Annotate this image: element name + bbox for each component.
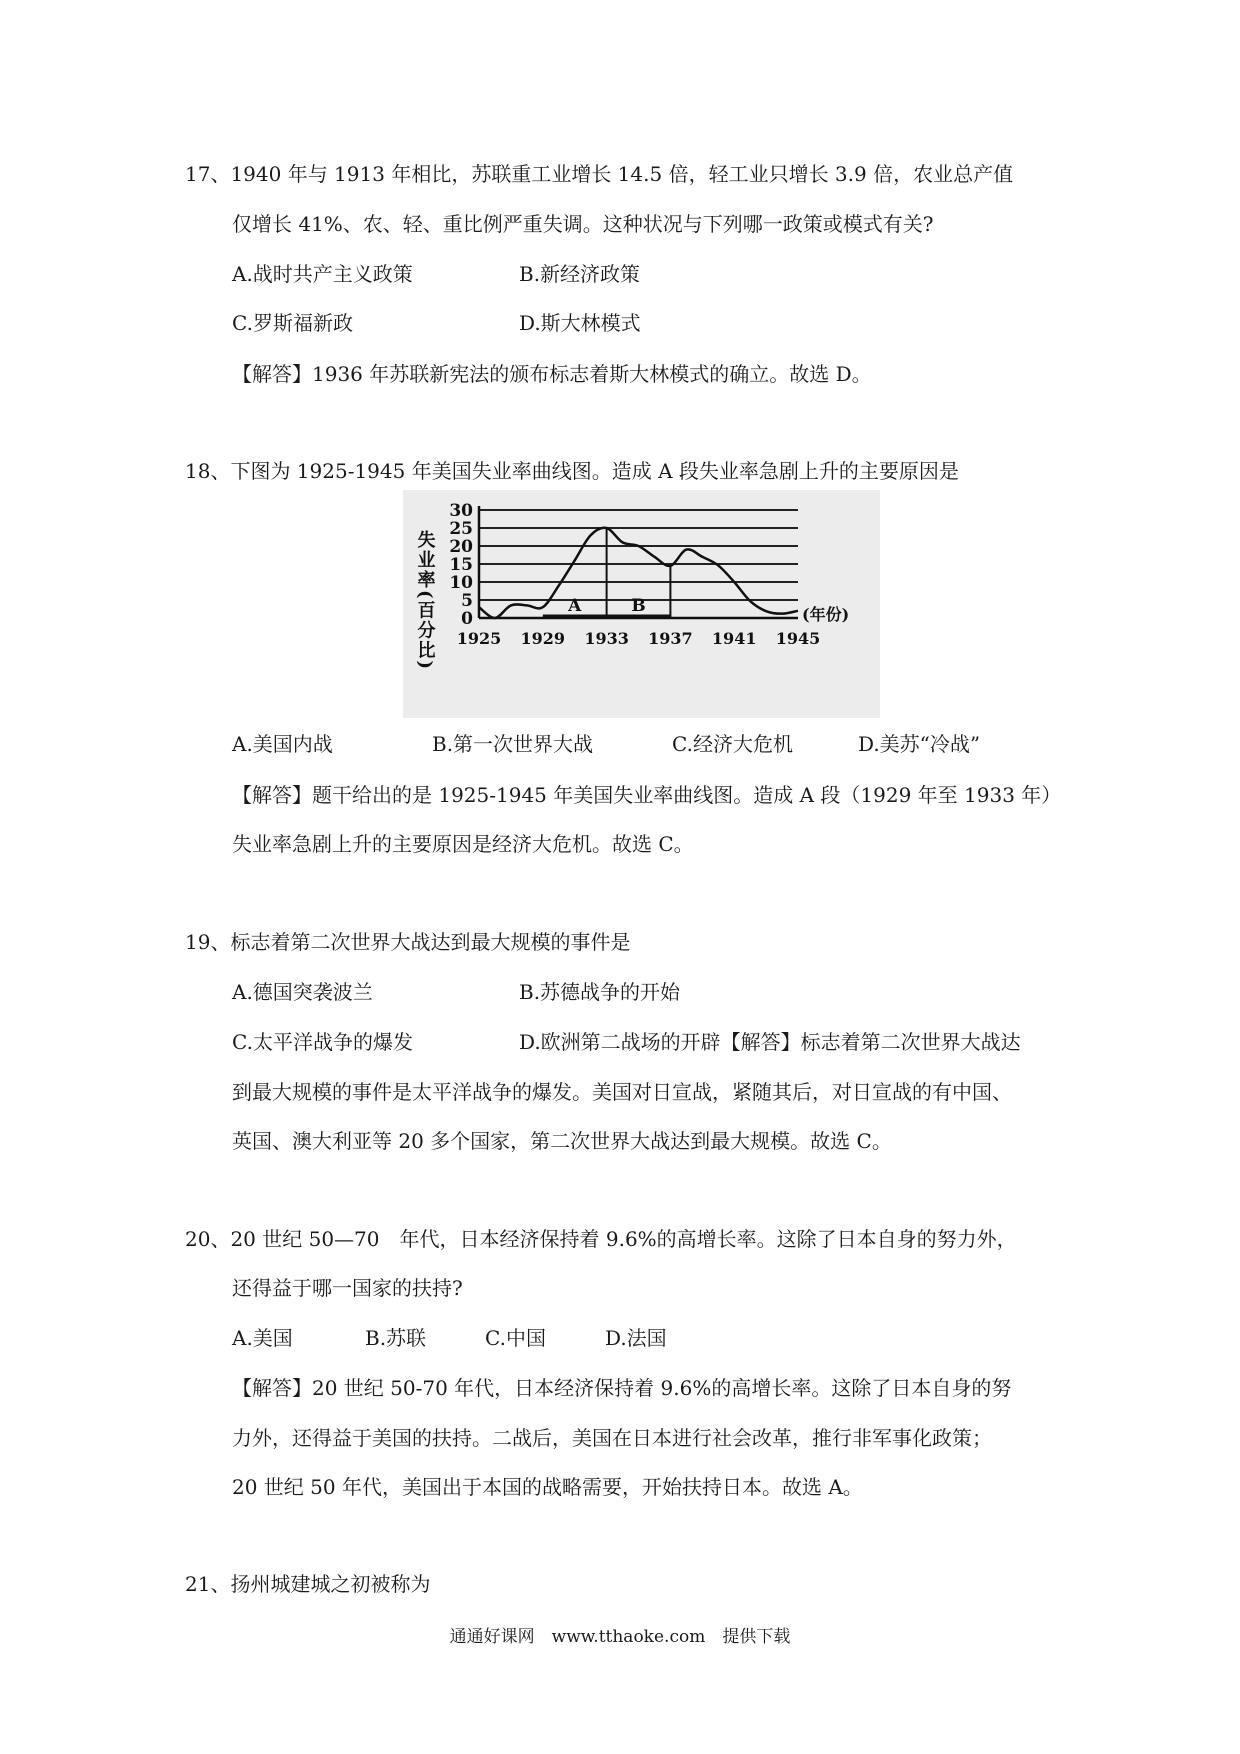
q19-option-b: B.苏德战争的开始	[519, 980, 681, 1004]
q18-option-d: D.美苏“冷战”	[858, 732, 981, 756]
q17-option-d: D.斯大林模式	[519, 311, 641, 335]
q19-answer-line3: 英国、澳大利亚等 20 多个国家，第二次世界大战达到最大规模。故选 C。	[232, 1129, 892, 1153]
q17-option-a: A.战时共产主义政策	[232, 262, 413, 286]
x-tick-label-1945: 1945	[775, 629, 821, 648]
q18-answer-line2: 失业率急剧上升的主要原因是经济大危机。故选 C。	[232, 832, 694, 856]
y-tick-label-30: 30	[449, 501, 473, 521]
q20-answer-line2: 力外，还得益于美国的扶持。二战后，美国在日本进行社会改革，推行非军事化政策；	[232, 1426, 992, 1450]
q17-answer: 【解答】1936 年苏联新宪法的颁布标志着斯大林模式的确立。故选 D。	[232, 362, 872, 386]
unemployment-chart-svg	[403, 490, 880, 718]
q20-option-b: B.苏联	[365, 1326, 427, 1350]
y-tick-label-5: 5	[461, 591, 473, 611]
page-footer: 通通好课网 www.tthaoke.com 提供下载	[449, 1627, 791, 1647]
q20-text-line2: 还得益于哪一国家的扶持?	[232, 1276, 463, 1300]
q19-option-c: C.太平洋战争的爆发	[232, 1030, 413, 1054]
q17-option-b: B.新经济政策	[519, 262, 641, 286]
q17-text-line2: 仅增长 41%、农、轻、重比例严重失调。这种状况与下列哪一政策或模式有关?	[232, 212, 934, 236]
segment-label-A: A	[568, 596, 582, 616]
x-tick-label-1941: 1941	[711, 629, 757, 648]
q20-answer-line1: 【解答】20 世纪 50-70 年代，日本经济保持着 9.6%的高增长率。这除了日本自身的努	[232, 1376, 1012, 1400]
y-tick-label-10: 10	[449, 573, 473, 593]
q18-text-line1: 18、下图为 1925-1945 年美国失业率曲线图。造成 A 段失业率急剧上升的主要原因是	[185, 459, 959, 483]
q19-answer-line2: 到最大规模的事件是太平洋战争的爆发。美国对日宣战，紧随其后，对日宣战的有中国、	[232, 1080, 1012, 1104]
y-tick-label-25: 25	[449, 519, 473, 539]
q20-text-line1: 20、20 世纪 50—70 年代，日本经济保持着 9.6%的高增长率。这除了日本自身的努力外，	[185, 1227, 1017, 1251]
q19-option-a: A.德国突袭波兰	[232, 980, 373, 1004]
q21-text-line1: 21、扬州城建城之初被称为	[185, 1572, 431, 1596]
y-tick-label-20: 20	[449, 537, 473, 557]
segment-label-B: B	[631, 596, 646, 616]
q18-option-c: C.经济大危机	[672, 732, 793, 756]
q20-option-a: A.美国	[232, 1326, 293, 1350]
x-tick-label-1937: 1937	[648, 629, 693, 648]
q19-option-d-answer: D.欧洲第二战场的开辟【解答】标志着第二次世界大战达	[519, 1030, 1021, 1054]
q18-option-a: A.美国内战	[232, 732, 333, 756]
q20-option-c: C.中国	[485, 1326, 546, 1350]
q18-option-b: B.第一次世界大战	[432, 732, 594, 756]
x-axis-label: (年份)	[802, 605, 850, 624]
y-tick-label-0: 0	[461, 609, 473, 629]
q20-option-d: D.法国	[605, 1326, 667, 1350]
q19-text-line1: 19、标志着第二次世界大战达到最大规模的事件是	[185, 930, 631, 954]
unemployment-chart	[403, 490, 880, 718]
q20-answer-line3: 20 世纪 50 年代，美国出于本国的战略需要，开始扶持日本。故选 A。	[232, 1475, 863, 1499]
q18-answer-line1: 【解答】题干给出的是 1925-1945 年美国失业率曲线图。造成 A 段（1929 年至 1933 年）	[232, 783, 1062, 807]
q17-text-line1: 17、1940 年与 1913 年相比，苏联重工业增长 14.5 倍，轻工业只增长 3.9 倍，农业总产值	[185, 162, 1014, 186]
y-axis-label: 失业率(百分比)	[414, 530, 436, 672]
q17-option-c: C.罗斯福新政	[232, 311, 353, 335]
y-tick-label-15: 15	[449, 555, 473, 575]
x-tick-label-1929: 1929	[520, 629, 566, 648]
x-tick-label-1933: 1933	[584, 629, 629, 648]
x-tick-label-1925: 1925	[456, 629, 502, 648]
